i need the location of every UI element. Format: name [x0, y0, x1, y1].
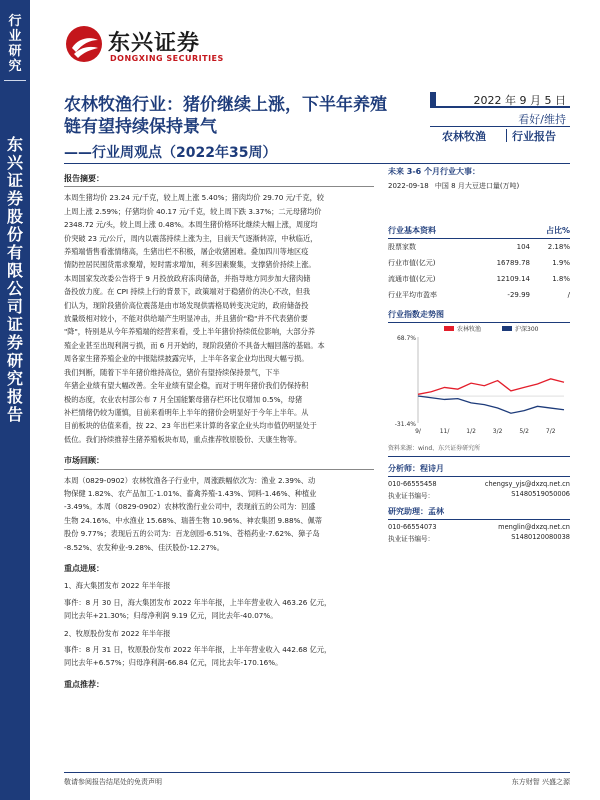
y-tick-label: 68.7% — [396, 335, 416, 342]
summary-heading: 报告摘要： — [64, 172, 374, 187]
logo-mark-icon — [64, 24, 104, 64]
report-date-text: 2022 年 9 月 5 日 — [473, 94, 566, 107]
legend-label-0: 农林牧渔 — [457, 326, 482, 333]
summary-line: 我们判断，随着下半年猪价维持高位，猪价有望持续保持景气，下半 — [64, 367, 280, 377]
summary-line: 备投放力度。在 CPI 持续上行的背景下，政策端对于稳猪价的决心不改，但我 — [64, 287, 311, 297]
legend-swatch-0 — [444, 326, 454, 331]
summary-line: 殖企业甚至出现利润亏损，而 6 月开始的，现阶段猪价不具备大幅回落的基础。本 — [64, 340, 325, 350]
upcoming-event-text: 中国 8 月大豆进口量(万吨) — [434, 182, 520, 190]
assistant-name: 研究助理：孟林 — [388, 506, 570, 520]
right-column — [388, 166, 570, 543]
industry-data-label: 行业平均市盈率 — [388, 291, 437, 299]
summary-line: 情防控居民囤货需求聚增，短时需求增加，利多因素聚集，支撑猪价持续上涨。 — [64, 260, 316, 270]
market-review-heading: 市场回顾： — [64, 454, 374, 469]
assistant-block — [388, 506, 570, 543]
assistant-cert-number: S1480120080038 — [511, 533, 570, 541]
upcoming-event-item — [388, 181, 570, 191]
industry-data-pct-header: 占比% — [545, 226, 570, 235]
event-detail-line: 事件：8 月 31 日，牧原股份发布 2022 年半年报，上半年营业收入 442.68 亿元， — [64, 645, 332, 654]
industry-data-row — [388, 271, 570, 287]
legend-label-1: 沪深300 — [515, 326, 539, 333]
tag-divider — [506, 129, 507, 142]
logo-text-cn: 东兴证券 — [108, 31, 201, 56]
x-tick-label: 1/2 — [466, 428, 476, 435]
x-tick-label: 7/2 — [545, 428, 556, 435]
logo-text-en: DONGXING SECURITIES — [110, 54, 224, 63]
index-chart-heading: 行业指数走势图 — [388, 309, 570, 323]
index-chart-svg — [388, 323, 570, 441]
industry-data-value: 16789.78 — [496, 259, 530, 267]
industry-data-row — [388, 239, 570, 255]
x-tick-label: 9/ — [415, 428, 421, 435]
recommendations-heading: 重点推荐： — [64, 679, 104, 689]
industry-data-title: 行业基本资料 — [388, 226, 436, 235]
summary-line: "降"，特别是从今年养殖端的经营来看，受上半年猪价持续低位影响，大部分养 — [64, 327, 315, 337]
summary-line: 2348.72 元/头，较上周上涨 0.48%。本周生猪价格环比继续大幅上涨，周度均 — [64, 220, 318, 230]
event-detail-line: 同比去年+21.30%；归母净利润 9.19 亿元，同比去年-40.07%。 — [64, 611, 278, 621]
summary-line: 极的态度，农业农村部公布 7 月全国能繁母猪存栏环比仅增加 0.5%，母猪 — [64, 394, 303, 404]
report-type-tag: 行业报告 — [512, 130, 556, 143]
summary-line: 上周上涨 2.59%；仔猪均价 40.17 元/千克，较上周下跌 3.37%；二元母猪均价 — [64, 206, 322, 216]
industry-tag: 农林牧渔 — [442, 130, 486, 143]
analyst-phone: 010-66555458 — [388, 480, 437, 488]
market-review-line: 股份 9.77%；表现后五的公司为：百龙创园-6.51%、苍梧药业-7.62%、獐子岛 — [64, 529, 320, 539]
sidebar — [0, 0, 30, 800]
industry-data-row — [388, 255, 570, 271]
analyst-cert-label: 执业证书编号： — [388, 492, 435, 500]
industry-data-row — [388, 287, 570, 303]
sidebar-divider — [4, 80, 26, 81]
assistant-phone: 010-66554073 — [388, 523, 437, 531]
market-review-line: -8.52%、农发种业-9.28%、佳沃股份-12.27%。 — [64, 542, 224, 552]
logo — [64, 24, 244, 68]
industry-data-pct: 2.18% — [547, 243, 570, 251]
x-tick-label: 5/2 — [519, 428, 530, 435]
assistant-contact-row — [388, 523, 570, 531]
y-tick-label: -31.4% — [394, 421, 416, 428]
main-content — [64, 170, 374, 693]
series-line-0 — [418, 379, 564, 394]
analyst-cert-number: S1480519050006 — [511, 490, 570, 498]
summary-line: 价突破 23 元/公斤，周内以震荡持续上涨为主，目前天气逐渐转凉，中秋临近， — [64, 233, 318, 243]
industry-data-value: -29.99 — [507, 291, 530, 299]
analyst-name: 分析师：程诗月 — [388, 463, 570, 477]
disclaimer-note: 敬请参阅报告结尾处的免责声明 — [64, 778, 162, 786]
title-divider — [64, 163, 570, 164]
summary-line: 放量级相对较小，不能对供给端产生明显冲击，并且猪价"稳"并不代表猪价要 — [64, 314, 308, 324]
summary-body — [64, 191, 374, 446]
summary-line: 补栏情绪仍较为谨慎，目前来看明年上半年的猪价会明显好于今年上半年。从 — [64, 407, 309, 417]
series-line-1 — [418, 396, 564, 413]
summary-line: 周各家生猪养殖企业的中报陆续披露完毕，上半年各家企业均出现大幅亏损。 — [64, 354, 309, 364]
chart-source: 资料来源：wind、东兴证券研究所 — [388, 443, 570, 457]
analyst-cert-row — [388, 490, 570, 500]
summary-line: 低位。我们持续推荐生猪养殖板块布局，重点推荐牧原股份、天康生物等。 — [64, 434, 302, 444]
company-name-vertical: 东兴证券股份有限公司证券研究报告 — [6, 135, 23, 424]
analyst-block — [388, 463, 570, 500]
analyst-contact-row — [388, 480, 570, 488]
market-review-line: 本周（0829-0902）农林牧渔各子行业中，周涨跌幅依次为：渔业 2.39%、动 — [64, 475, 316, 485]
industry-data-label: 流通市值(亿元) — [388, 275, 436, 283]
summary-line: 本周生猪均价 23.24 元/千克，较上周上涨 5.40%；猪肉均价 29.70 元/千克，较 — [64, 193, 324, 203]
upcoming-event-date: 2022-09-18 — [388, 182, 429, 190]
slogan: 东方财智 兴盛之源 — [511, 778, 570, 786]
event-detail-line: 同比去年+6.57%；归母净利润-66.84 亿元，同比去年-170.16%。 — [64, 658, 283, 668]
industry-data-pct: 1.8% — [552, 275, 570, 283]
summary-line: 本周国家发改委公告将于 9 月投放政府冻肉储备，并指导地方同步加大猪肉储 — [64, 273, 311, 283]
x-tick-label: 3/2 — [492, 428, 503, 435]
event-detail-line: 事件：8 月 30 日，海大集团发布 2022 年半年报，上半年营业收入 463.26 亿元， — [64, 597, 332, 607]
market-review-line: 物保健 1.82%、农产品加工-1.01%、畜禽养殖-1.43%、饲料-1.46%、种植业 — [64, 488, 317, 498]
summary-line: 目前板块的估值来看，按 22、23 年出栏来计算的各家企业头均市值仍明显处于 — [64, 421, 317, 431]
industry-data-table — [388, 239, 570, 303]
report-title: 农林牧渔行业：猪价继续上涨，下半年养殖链有望持续保持景气 — [64, 95, 387, 137]
legend-swatch-1 — [502, 326, 512, 331]
report-tags — [430, 128, 570, 144]
report-category-tag: 行业研究 — [8, 14, 22, 74]
events-body — [64, 579, 374, 669]
footer — [64, 772, 570, 792]
rating: 看好/维持 — [430, 111, 570, 127]
assistant-email: menglin@dxzq.net.cn — [498, 523, 570, 531]
events-heading: 重点进展： — [64, 563, 104, 573]
industry-data-label: 行业市值(亿元) — [388, 259, 436, 267]
industry-data-label: 股票家数 — [388, 243, 416, 251]
analyst-email: chengsy_yjs@dxzq.net.cn — [484, 480, 570, 488]
industry-data-value: 104 — [516, 243, 530, 251]
summary-line: 们认为，现阶段猪价高位震荡是由市场发现供需格局转变决定的，政府储备投 — [64, 300, 309, 310]
upcoming-events-heading: 未来 3-6 个月行业大事： — [388, 167, 481, 176]
event-heading: 1、海大集团发布 2022 年半年报 — [64, 581, 171, 591]
industry-data-pct: / — [567, 291, 570, 299]
industry-data-pct: 1.9% — [552, 259, 570, 267]
report-date — [430, 92, 570, 108]
market-review-body — [64, 474, 374, 554]
market-review-line: -3.49%。本周（0829-0902）农林牧渔行业公司中，表现前五的公司为：回盛 — [64, 502, 316, 512]
market-review-line: 生物 24.16%、中水渔业 15.68%、瑞普生物 10.96%、神农集团 9.88%、佩蒂 — [64, 515, 322, 525]
assistant-cert-row — [388, 533, 570, 543]
assistant-cert-label: 执业证书编号： — [388, 535, 435, 543]
index-chart — [388, 323, 570, 441]
x-tick-label: 11/ — [439, 428, 450, 435]
summary-line: 养殖端惜售看涨情绪高，生猪出栏不积极，屠企收猪困难。叠加四川等地区疫 — [64, 247, 309, 257]
date-marker — [430, 92, 436, 106]
industry-data-heading — [388, 225, 570, 239]
summary-line: 年猪企业绩有望大幅改善。全年业绩有望企稳，而对于明年猪价我们仍保持积 — [64, 381, 309, 391]
industry-data-value: 12109.14 — [496, 275, 530, 283]
event-heading: 2、牧原股份发布 2022 年半年报 — [64, 628, 171, 638]
report-subtitle: ——行业周观点（2022年35周） — [64, 145, 277, 161]
